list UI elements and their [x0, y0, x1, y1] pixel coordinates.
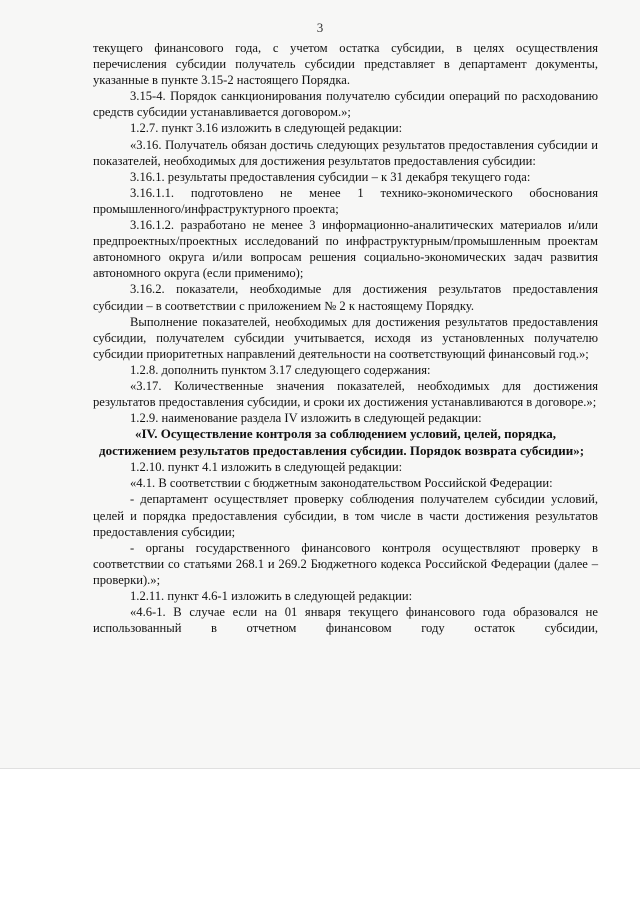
paragraph: «3.16. Получатель обязан достичь следующих результатов предоставления субсидии и показателей, необходимых для достижения результатов предоставления субсидии: — [93, 137, 598, 168]
paragraph: Выполнение показателей, необходимых для достижения результатов предоставления субсидии, получателем субсидии учитывается, исходя из установленных получателю субсидии приоритетных направлений деятельности на соответствующий финансовый год.»; — [93, 314, 598, 361]
document-body — [93, 40, 598, 636]
paragraph: - органы государственного финансового контроля осуществляют проверку в соответствии со статьями 268.1 и 269.2 Бюджетного кодекса Российской Федерации (далее – проверки).»; — [93, 540, 598, 587]
section-heading: «IV. Осуществление контроля за соблюдением условий, целей, порядка, достижением результатов предоставления субсидии. Порядок возврата субсидии»; — [99, 426, 585, 458]
paragraph: 1.2.10. пункт 4.1 изложить в следующей редакции: — [130, 460, 403, 475]
paragraph: 3.16.1.2. разработано не менее 3 информационно-аналитических материалов и/или предпроектных/проектных исследований по инфраструктурным/промышленным проектам автономного округа и/или вопросам решения социально-экономических задач развития автономного округа (если применимо); — [93, 218, 598, 281]
paragraph: 1.2.11. пункт 4.6-1 изложить в следующей редакции: — [130, 589, 413, 603]
paragraph: 1.2.7. пункт 3.16 изложить в следующей редакции: — [130, 121, 403, 136]
paragraph: 3.15-4. Порядок санкционирования получателю субсидии операций по расходованию средств субсидии устанавливается договором.»; — [93, 89, 598, 120]
paragraph: 1.2.9. наименование раздела IV изложить в следующей редакции: — [130, 411, 482, 426]
paragraph: 3.16.1.1. подготовлено не менее 1 технико-экономического обоснования промышленного/инфраструктурного проекта; — [93, 185, 598, 216]
paragraph: текущего финансового года, с учетом остатка субсидии, в целях осуществления перечисления субсидии получатель субсидии представляет в департамент документы, указанные в пункте 3.15-2 настоящего Порядка. — [93, 41, 598, 88]
paragraph: 3.16.1. результаты предоставления субсидии – к 31 декабря текущего года: — [130, 169, 531, 184]
paragraph: 1.2.8. дополнить пунктом 3.17 следующего содержания: — [130, 362, 431, 377]
paragraph: 3.16.2. показатели, необходимые для достижения результатов предоставления субсидии – в соответствии с приложением № 2 к настоящему Порядку. — [93, 282, 598, 313]
paragraph: «4.1. В соответствии с бюджетным законодательством Российской Федерации: — [130, 476, 553, 491]
paragraph: «3.17. Количественные значения показателей, необходимых для достижения результатов предоставления субсидии, и сроки их достижения устанавливаются в договоре.»; — [93, 378, 598, 410]
paragraph: - департамент осуществляет проверку соблюдения получателем субсидии условий, целей и порядка предоставления субсидии, в том числе в части достижения результатов предоставления субсидии; — [93, 492, 598, 539]
paragraph: «4.6-1. В случае если на 01 января текущего финансового года образовался не использованный в отчетном финансовом году остаток субсидии, — [93, 605, 598, 636]
page-number: 3 — [316, 20, 324, 35]
